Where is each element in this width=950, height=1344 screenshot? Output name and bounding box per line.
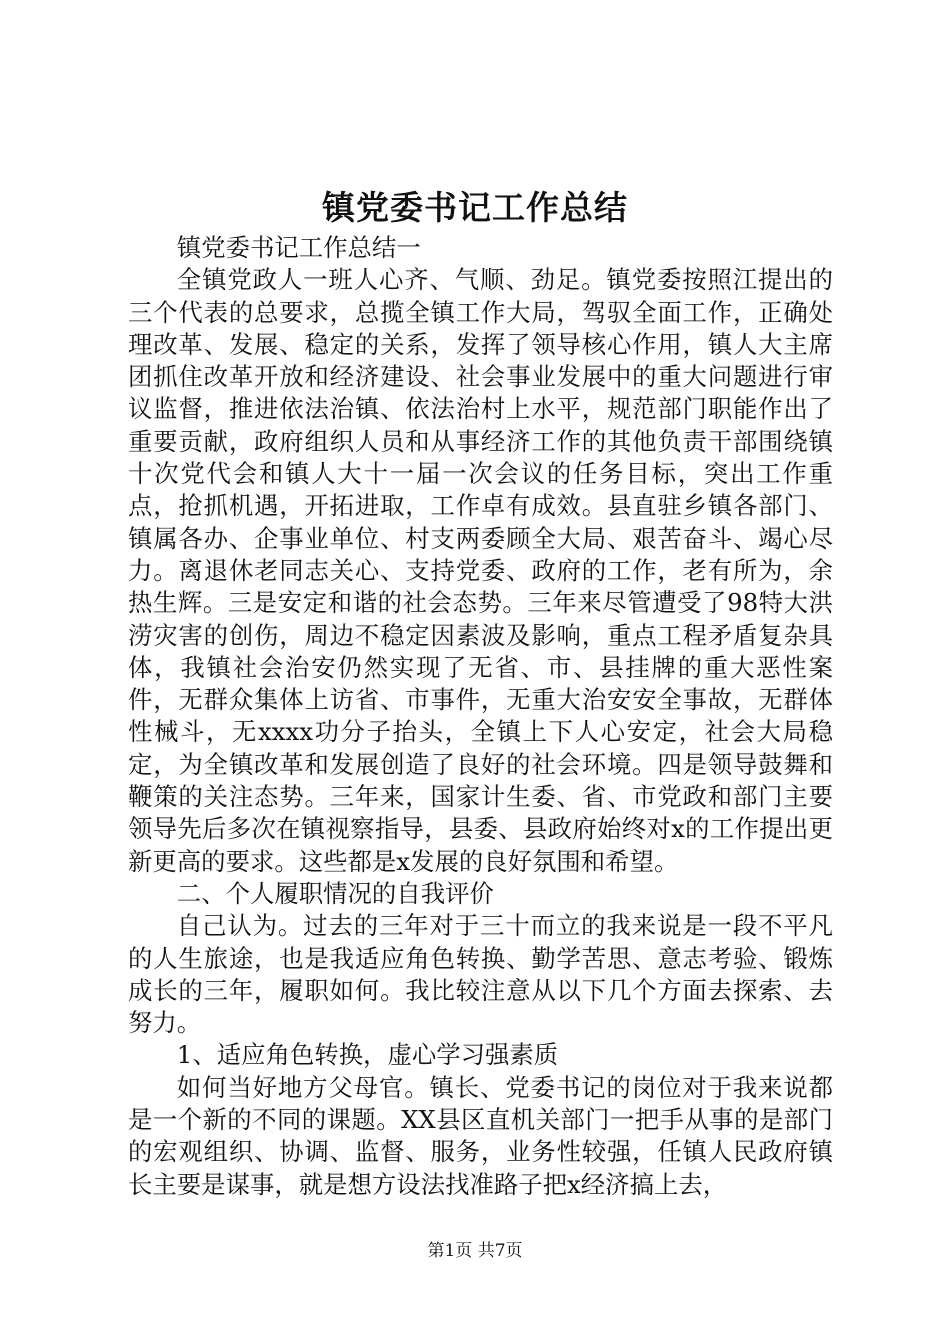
paragraph-3: 如何当好地方父母官。镇长、党委书记的岗位对于我来说都是一个新的不同的课题。XX县区直机关部门一把手从事的是部门的宏观组织、协调、监督、服务，业务性较强，任镇人民政府镇长主要是谋事，就是想方设法找准路子把x经济搞上去， — [128, 1072, 833, 1199]
document-subtitle: 镇党委书记工作总结一 — [176, 233, 421, 262]
paragraph-1: 全镇党政人一班人心齐、气顺、劲足。镇党委按照江提出的三个代表的总要求，总揽全镇工作大局，驾驭全面工作，正确处理改革、发展、稳定的关系，发挥了领导核心作用，镇人大主席团抓住改革开放和经济建设、社会事业发展中的重大问题进行审议监督，推进依法治镇、依法治村上水平，规范部门职能作出了重要贡献，政府组织人员和从事经济工作的其他负责干部围绕镇十次党代会和镇人大十一届一次会议的任务目标，突出工作重点，抢抓机遇，开拓进取，工作卓有成效。县直驻乡镇各部门、镇属各办、企事业单位、村支两委顾全大局、艰苦奋斗、竭心尽力。离退休老同志关心、支持党委、政府的工作，老有所为，余热生辉。三是安定和谐的社会态势。三年来尽管遭受了98特大洪涝灾害的创伤，周边不稳定因素波及影响，重点工程矛盾复杂具体，我镇社会治安仍然实现了无省、市、县挂牌的重大恶性案件，无群众集体上访省、市事件，无重大治安安全事故，无群体性械斗，无xxxx功分子抬头，全镇上下人心安定，社会大局稳定，为全镇改革和发展创造了良好的社会环境。四是领导鼓舞和鞭策的关注态势。三年来，国家计生委、省、市党政和部门主要领导先后多次在镇视察指导，县委、县政府始终对x的工作提出更新更高的要求。这些都是x发展的良好氛围和希望。 — [128, 265, 833, 876]
section-heading-2: 二、个人履职情况的自我评价 — [176, 878, 494, 908]
document-title: 镇党委书记工作总结 — [322, 188, 628, 227]
page-number: 第1页 共7页 — [427, 1241, 523, 1261]
paragraph-2: 自己认为。过去的三年对于三十而立的我来说是一段不平凡的人生旅途，也是我适应角色转换、勤学苦思、意志考验、锻炼成长的三年，履职如何。我比较注意从以下几个方面去探索、去努力。 — [128, 911, 833, 1038]
document-body — [128, 232, 833, 1201]
section-heading-2-1: 1、适应角色转换，虚心学习强素质 — [176, 1040, 559, 1070]
